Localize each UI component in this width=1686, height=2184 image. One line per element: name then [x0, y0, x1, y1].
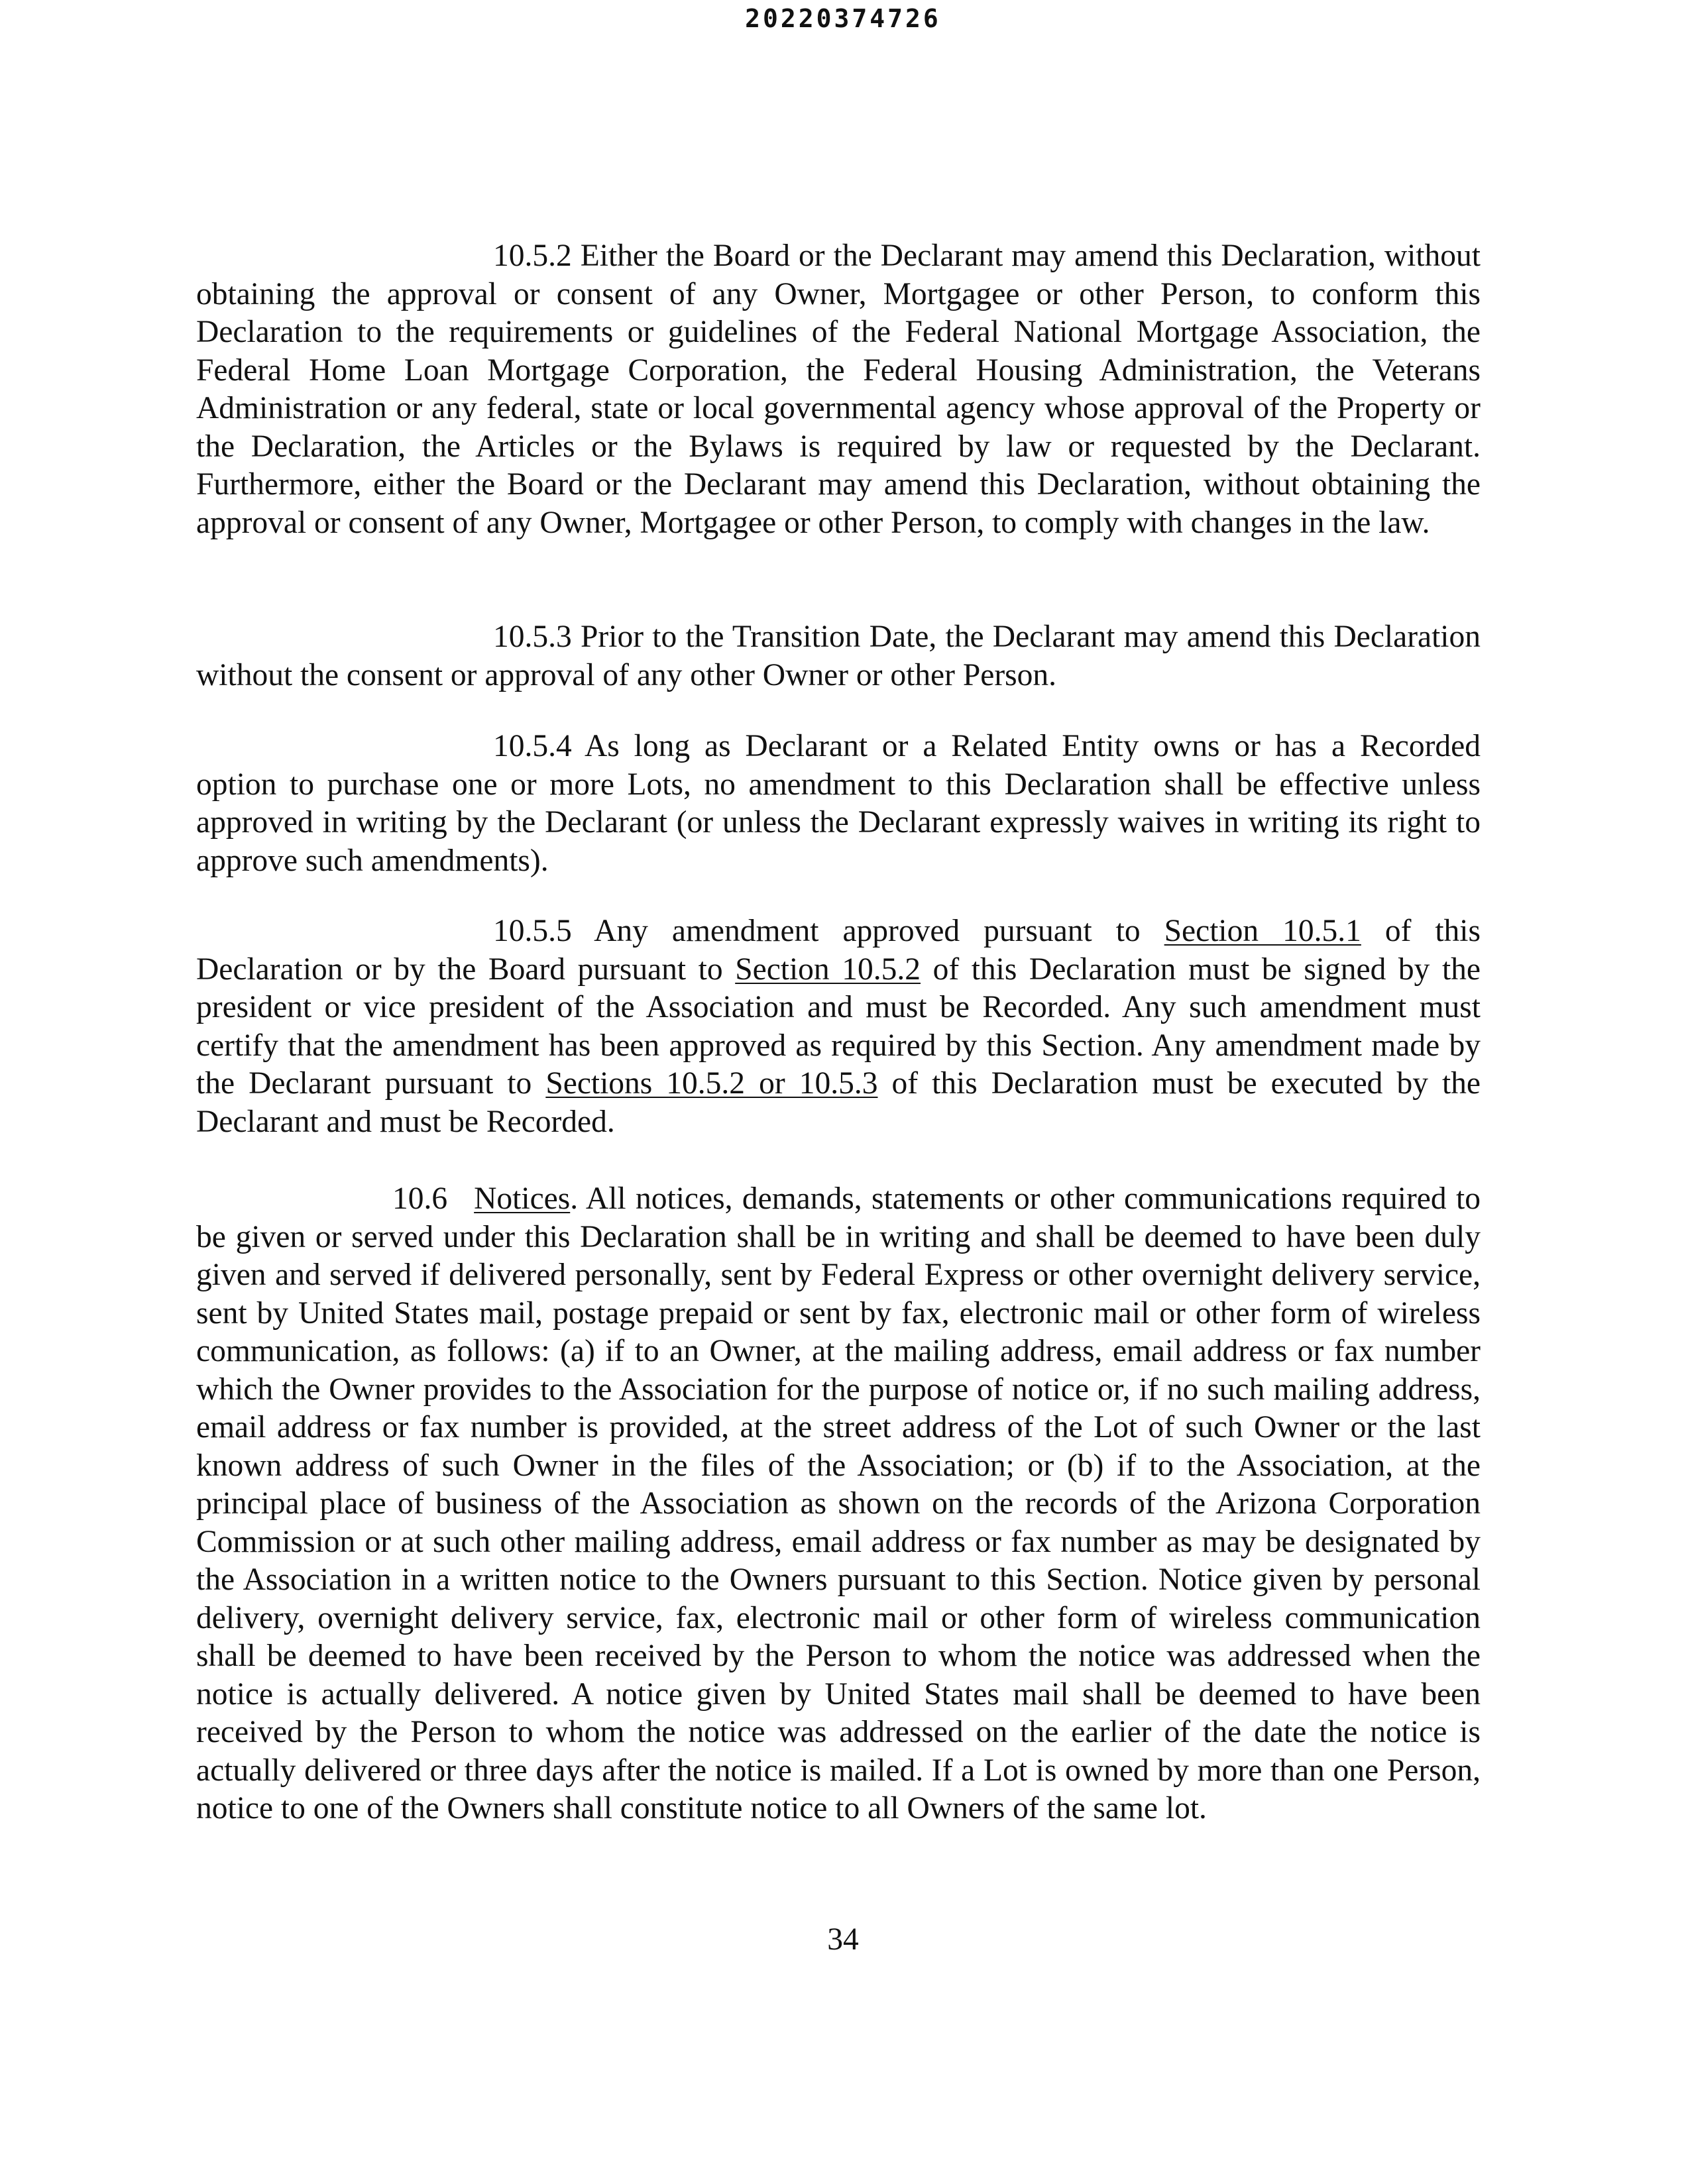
- paragraph-10-5-4: [196, 728, 1481, 880]
- paragraph-text: of this Declaration must be signed by the president or vice president of the Association and must be Recorded. Any such amendment must certify that the amendment has been approved as required by this Section. Any amendment made by the Declarant pursuant to: [196, 952, 1481, 1101]
- paragraph-text: 10.5.3 Prior to the Transition Date, the Declarant may amend this Declaration without the consent or approval of any other Owner or other Person.: [196, 620, 1481, 692]
- section-reference-link: Section 10.5.2: [735, 952, 921, 987]
- paragraph-10-5-3: [196, 618, 1481, 694]
- paragraph-10-6: [196, 1180, 1481, 1828]
- section-heading: Notices: [474, 1181, 571, 1216]
- page-number: 34: [827, 1922, 859, 1957]
- paragraph-text: of this Declaration must be executed by the Declarant and must be Recorded.: [196, 1066, 1481, 1139]
- paragraph-10-5-2: [196, 237, 1481, 542]
- paragraph-text: 10.5.5 Any amendment approved pursuant to: [493, 914, 1164, 948]
- document-number: 20220374726: [745, 4, 941, 33]
- paragraph-text: . All notices, demands, statements or other communications required to be given or served under this Declaration shall be in writing and shall be deemed to have been duly given and served if delivered personally, sent by Federal Express or other overnight delivery service, sent by United States mail, postage prepaid or sent by fax, electronic mail or other form of wireless communication, as follows: (a) if to an Owner, at the mailing address, email address or fax number which the Owner provides to the Association for the purpose of notice or, if no such mailing address, email address or fax number is provided, at the street address of the Lot of such Owner or the last known address of such Owner in the files of the Association; or (b) if to the Association, at the principal place of business of the Association as shown on the records of the Arizona Corporation Commission or at such other mailing address, email address or fax number as may be designated by the Association in a written notice to the Owners pursuant to this Section. Notice given by personal delivery, overnight delivery service, fax, electronic mail or other form of wireless communication shall be deemed to have been received by the Person to whom the notice was addressed when the notice is actually delivered. A notice given by United States mail shall be deemed to have been received by the Person to whom the notice was addressed on the earlier of the date the notice is actually delivered or three days after the notice is mailed. If a Lot is owned by more than one Person, notice to one of the Owners shall constitute notice to all Owners of the same lot.: [196, 1181, 1481, 1826]
- section-number: 10.6: [392, 1181, 448, 1216]
- paragraph-text: of this Declaration or by the Board pursuant to: [196, 914, 1481, 987]
- section-reference-link: Sections 10.5.2 or 10.5.3: [545, 1066, 878, 1101]
- paragraph-text: 10.5.2 Either the Board or the Declarant may amend this Declaration, without obtaining the approval or consent of any Owner, Mortgagee or other Person, to conform this Declaration to the requirements or guidelines of the Federal National Mortgage Association, the Federal Home Loan Mortgage Corporation, the Federal Housing Administration, the Veterans Administration or any federal, state or local governmental agency whose approval of the Property or the Declaration, the Articles or the Bylaws is required by law or requested by the Declarant. Furthermore, either the Board or the Declarant may amend this Declaration, without obtaining the approval or consent of any Owner, Mortgagee or other Person, to comply with changes in the law.: [196, 239, 1481, 540]
- section-reference-link: Section 10.5.1: [1164, 914, 1361, 948]
- paragraph-text: 10.5.4 As long as Declarant or a Related Entity owns or has a Recorded option to purchase one or more Lots, no amendment to this Declaration shall be effective unless approved in writing by the Declarant (or unless the Declarant expressly waives in writing its right to approve such amendments).: [196, 729, 1481, 878]
- paragraph-10-5-5: [196, 912, 1481, 1141]
